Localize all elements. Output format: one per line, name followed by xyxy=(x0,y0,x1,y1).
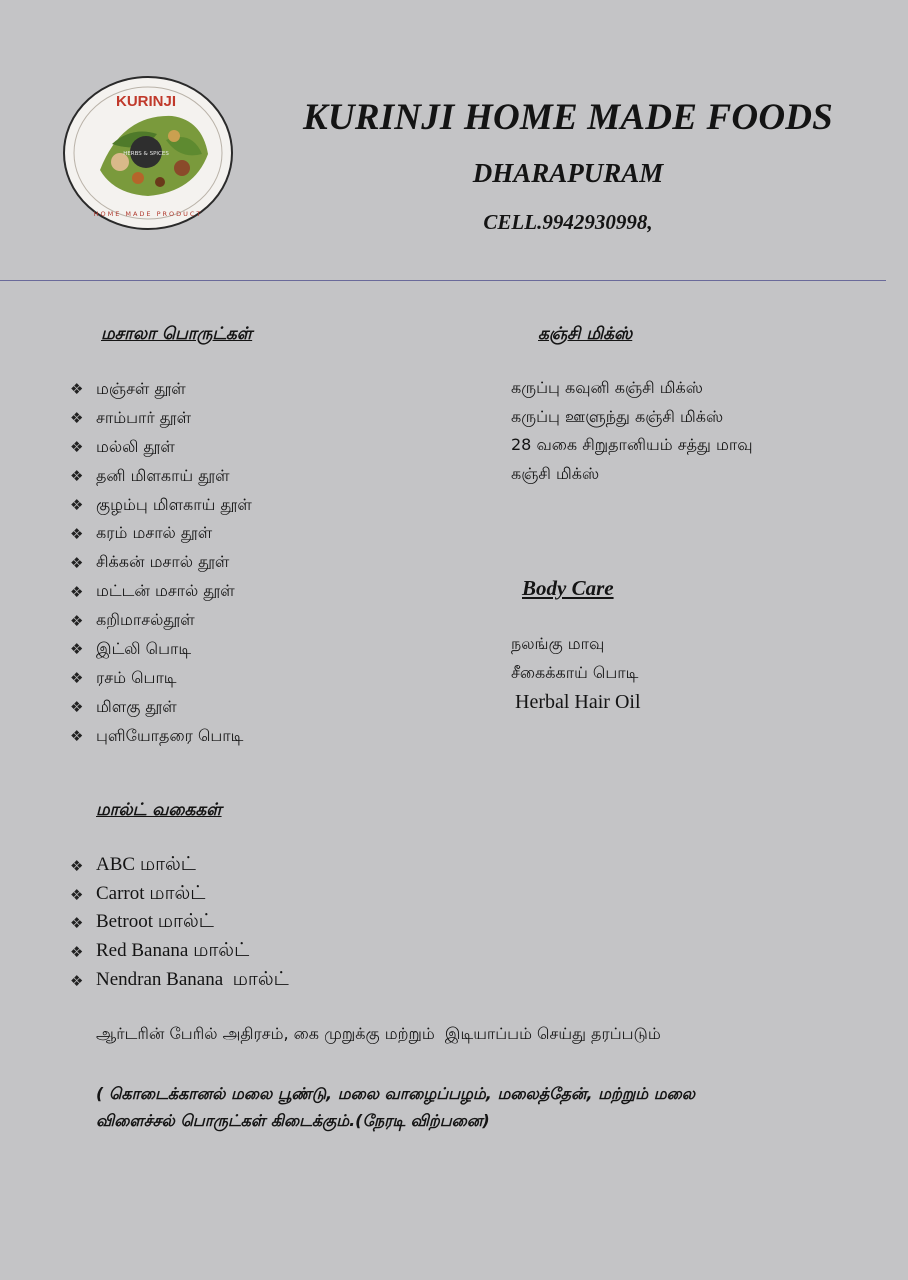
bullet-icon: ❖ xyxy=(70,467,84,486)
list-item: ❖ Carrot மால்ட் xyxy=(70,882,206,904)
business-title: KURINJI HOME MADE FOODS xyxy=(303,97,833,138)
list-item: ❖ ரசம் பொடி xyxy=(70,667,177,688)
list-item: ❖ கறிமாசல்தூள் xyxy=(70,610,195,630)
list-item: ❖ மஞ்சள் தூள் xyxy=(70,378,186,399)
bullet-icon: ❖ xyxy=(70,727,84,746)
list-item: 28 வகை சிறுதானியம் சத்து மாவு xyxy=(511,435,753,454)
business-phone: CELL.9942930998, xyxy=(483,210,653,234)
availability-note xyxy=(96,1080,856,1134)
kurinji-logo xyxy=(62,74,238,232)
bullet-icon: ❖ xyxy=(70,669,84,688)
list-item: ❖ கரம் மசால் தூள் xyxy=(70,523,213,543)
list-item: ❖ Nendran Banana மால்ட் xyxy=(70,968,289,990)
list-item: ❖ சிக்கன் மசால் தூள் xyxy=(70,552,230,572)
logo-brand-text: KURINJI xyxy=(115,93,177,110)
list-item: கருப்பு கவுனி கஞ்சி மிக்ஸ் xyxy=(511,378,703,397)
body-care-list xyxy=(511,634,641,720)
list-item: ❖ Red Banana மால்ட் xyxy=(70,940,250,962)
availability-line-1: ( கொடைக்கானல் மலை பூண்டு, மலை வாழைப்பழம், மலைத்தேன், மற்றும் மலை xyxy=(96,1084,695,1103)
list-item: கருப்பு ஊளுந்து கஞ்சி மிக்ஸ் xyxy=(511,406,724,426)
list-item: நலங்கு மாவு xyxy=(511,634,605,653)
bullet-icon: ❖ xyxy=(70,380,84,399)
list-item: ❖ மட்டன் மசால் தூள் xyxy=(70,581,235,601)
list-item: ❖ இட்லி பொடி xyxy=(70,638,192,659)
list-item: கஞ்சி மிக்ஸ் xyxy=(511,463,600,483)
business-city: DHARAPURAM xyxy=(472,158,664,188)
logo-center-text: HERBS & SPICES xyxy=(123,151,169,157)
list-item: ❖ புளியோதரை பொடி xyxy=(70,725,244,746)
bullet-icon: ❖ xyxy=(70,857,84,876)
bullet-icon: ❖ xyxy=(70,438,84,457)
kanji-heading: கஞ்சி மிக்ஸ் xyxy=(538,324,633,344)
bullet-icon: ❖ xyxy=(70,885,84,904)
bullet-icon: ❖ xyxy=(70,698,84,717)
bullet-icon: ❖ xyxy=(70,971,84,990)
bullet-icon: ❖ xyxy=(70,553,84,572)
bullet-icon: ❖ xyxy=(70,496,84,514)
malt-heading: மால்ட் வகைகள் xyxy=(96,800,222,820)
availability-line-2: விளைச்சல் பொருட்கள் கிடைக்கும்.(நேரடி விற்பனை) xyxy=(96,1111,490,1130)
list-item: Herbal Hair Oil xyxy=(515,691,641,713)
list-item: ❖ சாம்பார் தூள் xyxy=(70,407,192,428)
masala-heading: மசாலா பொருட்கள் xyxy=(101,324,253,344)
bullet-icon: ❖ xyxy=(70,640,84,659)
bullet-icon: ❖ xyxy=(70,943,84,962)
bullet-icon: ❖ xyxy=(70,611,84,630)
order-note: ஆர்டரின் பேரில் அதிரசம், கை முறுக்கு மற்றும் இடியாப்பம் செய்து தரப்படும் xyxy=(96,1024,661,1043)
list-item: ❖ மல்லி தூள் xyxy=(70,436,175,457)
list-item: சீகைக்காய் பொடி xyxy=(511,662,639,682)
list-item: ❖ ABC மால்ட் xyxy=(70,854,196,876)
bullet-icon: ❖ xyxy=(70,409,84,428)
list-item: ❖ Betroot மால்ட் xyxy=(70,911,214,933)
masala-list xyxy=(70,375,252,751)
header-divider xyxy=(0,280,886,281)
logo-ring-text: HOME MADE PRODUCT xyxy=(93,210,203,218)
body-care-heading: Body Care xyxy=(522,576,614,600)
kanji-list xyxy=(511,378,753,492)
bullet-icon: ❖ xyxy=(70,582,84,601)
malt-list xyxy=(70,852,289,995)
bullet-icon: ❖ xyxy=(70,914,84,933)
list-item: ❖ குழம்பு மிளகாய் தூள் xyxy=(70,494,252,514)
list-item: ❖ தனி மிளகாய் தூள் xyxy=(70,465,230,486)
bullet-icon: ❖ xyxy=(70,524,84,543)
list-item: ❖ மிளகு தூள் xyxy=(70,696,177,717)
